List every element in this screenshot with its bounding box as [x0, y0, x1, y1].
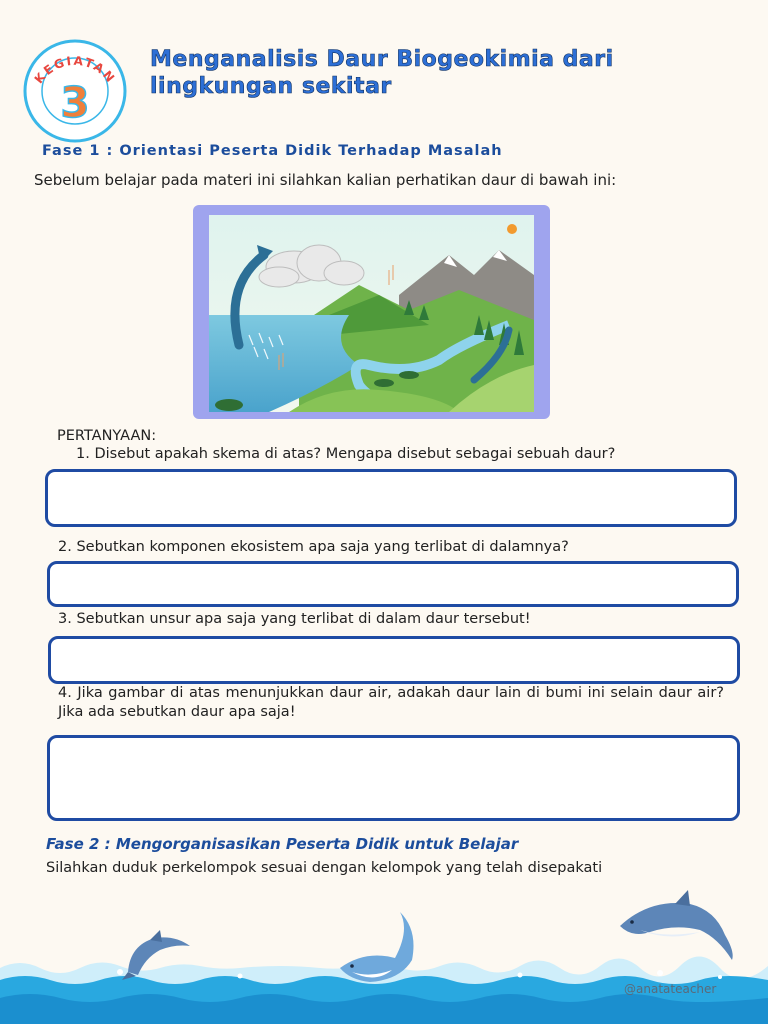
badge-number: 3	[60, 78, 90, 127]
page-title: Menganalisis Daur Biogeokimia dari lingkungan sekitar	[150, 47, 614, 99]
credit-text: @anatateacher	[624, 982, 717, 996]
sun-icon	[507, 224, 517, 234]
questions-heading: PERTANYAAN:	[57, 428, 157, 444]
phase2-text: Silahkan duduk perkelompok sesuai dengan kelompok yang telah disepakati	[46, 860, 603, 876]
question-3: 3. Sebutkan unsur apa saja yang terlibat di dalam daur tersebut!	[58, 611, 531, 627]
phase1-intro: Sebelum belajar pada materi ini silahkan kalian perhatikan daur di bawah ini:	[34, 171, 617, 189]
ocean-footer-illustration	[0, 880, 768, 1024]
answer-box-1[interactable]	[45, 469, 737, 527]
badge-label: KEGIATAN	[31, 53, 119, 87]
phase1-heading: Fase 1 : Orientasi Peserta Didik Terhadap Masalah	[42, 143, 503, 159]
phase2-heading: Fase 2 : Mengorganisasikan Peserta Didik untuk Belajar	[46, 835, 519, 853]
water-cycle-illustration	[209, 215, 534, 412]
question-4: 4. Jika gambar di atas menunjukkan daur air, adakah daur lain di bumi ini selain daur air? Jika ada sebutkan daur apa saja!	[58, 685, 724, 720]
answer-box-2[interactable]	[47, 561, 739, 607]
activity-badge	[22, 38, 128, 144]
answer-box-3[interactable]	[48, 636, 740, 684]
dolphin-icon	[620, 890, 733, 960]
water-cycle-figure	[193, 205, 550, 419]
question-1: 1. Disebut apakah skema di atas? Mengapa disebut sebagai sebuah daur?	[76, 446, 616, 462]
question-2: 2. Sebutkan komponen ekosistem apa saja yang terlibat di dalamnya?	[58, 539, 569, 555]
answer-box-4[interactable]	[47, 735, 740, 821]
